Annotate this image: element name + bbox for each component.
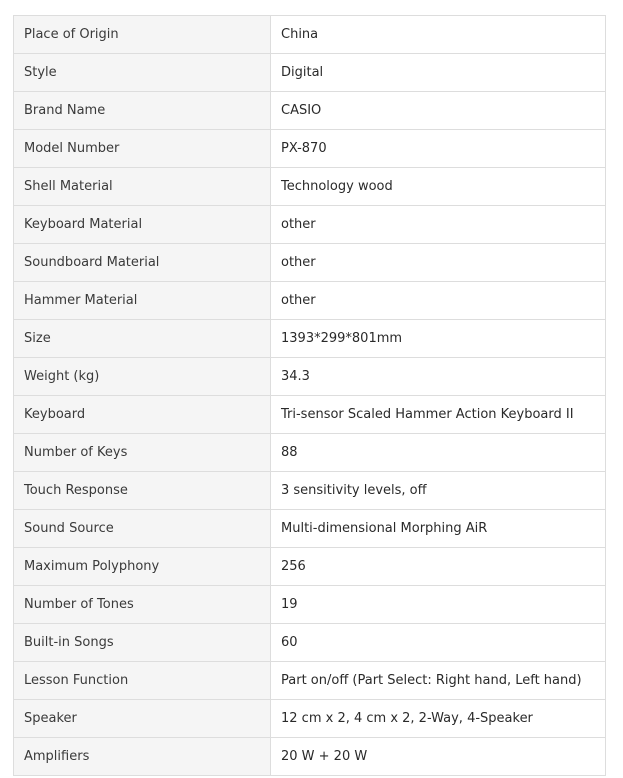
spec-value: Digital bbox=[271, 54, 606, 92]
table-row bbox=[14, 206, 606, 244]
spec-label: Speaker bbox=[14, 700, 271, 738]
table-row bbox=[14, 548, 606, 586]
spec-label: Brand Name bbox=[14, 92, 271, 130]
specs-table-body bbox=[14, 16, 606, 776]
spec-label: Lesson Function bbox=[14, 662, 271, 700]
table-row bbox=[14, 320, 606, 358]
spec-label: Touch Response bbox=[14, 472, 271, 510]
spec-value: China bbox=[271, 16, 606, 54]
spec-label: Hammer Material bbox=[14, 282, 271, 320]
spec-value: Tri-sensor Scaled Hammer Action Keyboard II bbox=[271, 396, 606, 434]
table-row bbox=[14, 662, 606, 700]
table-row bbox=[14, 510, 606, 548]
spec-value: 34.3 bbox=[271, 358, 606, 396]
spec-label: Keyboard bbox=[14, 396, 271, 434]
spec-value: 1393*299*801mm bbox=[271, 320, 606, 358]
spec-value: Multi-dimensional Morphing AiR bbox=[271, 510, 606, 548]
table-row bbox=[14, 282, 606, 320]
spec-value: 88 bbox=[271, 434, 606, 472]
spec-value: 20 W + 20 W bbox=[271, 738, 606, 776]
table-row bbox=[14, 586, 606, 624]
table-row bbox=[14, 738, 606, 776]
table-row bbox=[14, 168, 606, 206]
spec-value: 12 cm x 2, 4 cm x 2, 2-Way, 4-Speaker bbox=[271, 700, 606, 738]
table-row bbox=[14, 624, 606, 662]
table-row bbox=[14, 700, 606, 738]
spec-value: 19 bbox=[271, 586, 606, 624]
spec-value: 60 bbox=[271, 624, 606, 662]
spec-value: other bbox=[271, 206, 606, 244]
table-row bbox=[14, 396, 606, 434]
spec-label: Soundboard Material bbox=[14, 244, 271, 282]
table-row bbox=[14, 16, 606, 54]
table-row bbox=[14, 130, 606, 168]
spec-label: Size bbox=[14, 320, 271, 358]
spec-label: Maximum Polyphony bbox=[14, 548, 271, 586]
spec-value: 3 sensitivity levels, off bbox=[271, 472, 606, 510]
spec-label: Amplifiers bbox=[14, 738, 271, 776]
spec-label: Weight (kg) bbox=[14, 358, 271, 396]
table-row bbox=[14, 244, 606, 282]
spec-label: Built-in Songs bbox=[14, 624, 271, 662]
spec-value: Technology wood bbox=[271, 168, 606, 206]
table-row bbox=[14, 54, 606, 92]
spec-value: other bbox=[271, 282, 606, 320]
spec-value: 256 bbox=[271, 548, 606, 586]
spec-value: other bbox=[271, 244, 606, 282]
product-specs-table bbox=[13, 15, 606, 776]
spec-label: Number of Tones bbox=[14, 586, 271, 624]
spec-label: Number of Keys bbox=[14, 434, 271, 472]
table-row bbox=[14, 434, 606, 472]
table-row bbox=[14, 358, 606, 396]
spec-value: PX-870 bbox=[271, 130, 606, 168]
spec-label: Sound Source bbox=[14, 510, 271, 548]
spec-label: Place of Origin bbox=[14, 16, 271, 54]
table-row bbox=[14, 472, 606, 510]
spec-label: Keyboard Material bbox=[14, 206, 271, 244]
spec-value: CASIO bbox=[271, 92, 606, 130]
spec-label: Model Number bbox=[14, 130, 271, 168]
spec-label: Style bbox=[14, 54, 271, 92]
spec-label: Shell Material bbox=[14, 168, 271, 206]
spec-value: Part on/off (Part Select: Right hand, Left hand) bbox=[271, 662, 606, 700]
table-row bbox=[14, 92, 606, 130]
